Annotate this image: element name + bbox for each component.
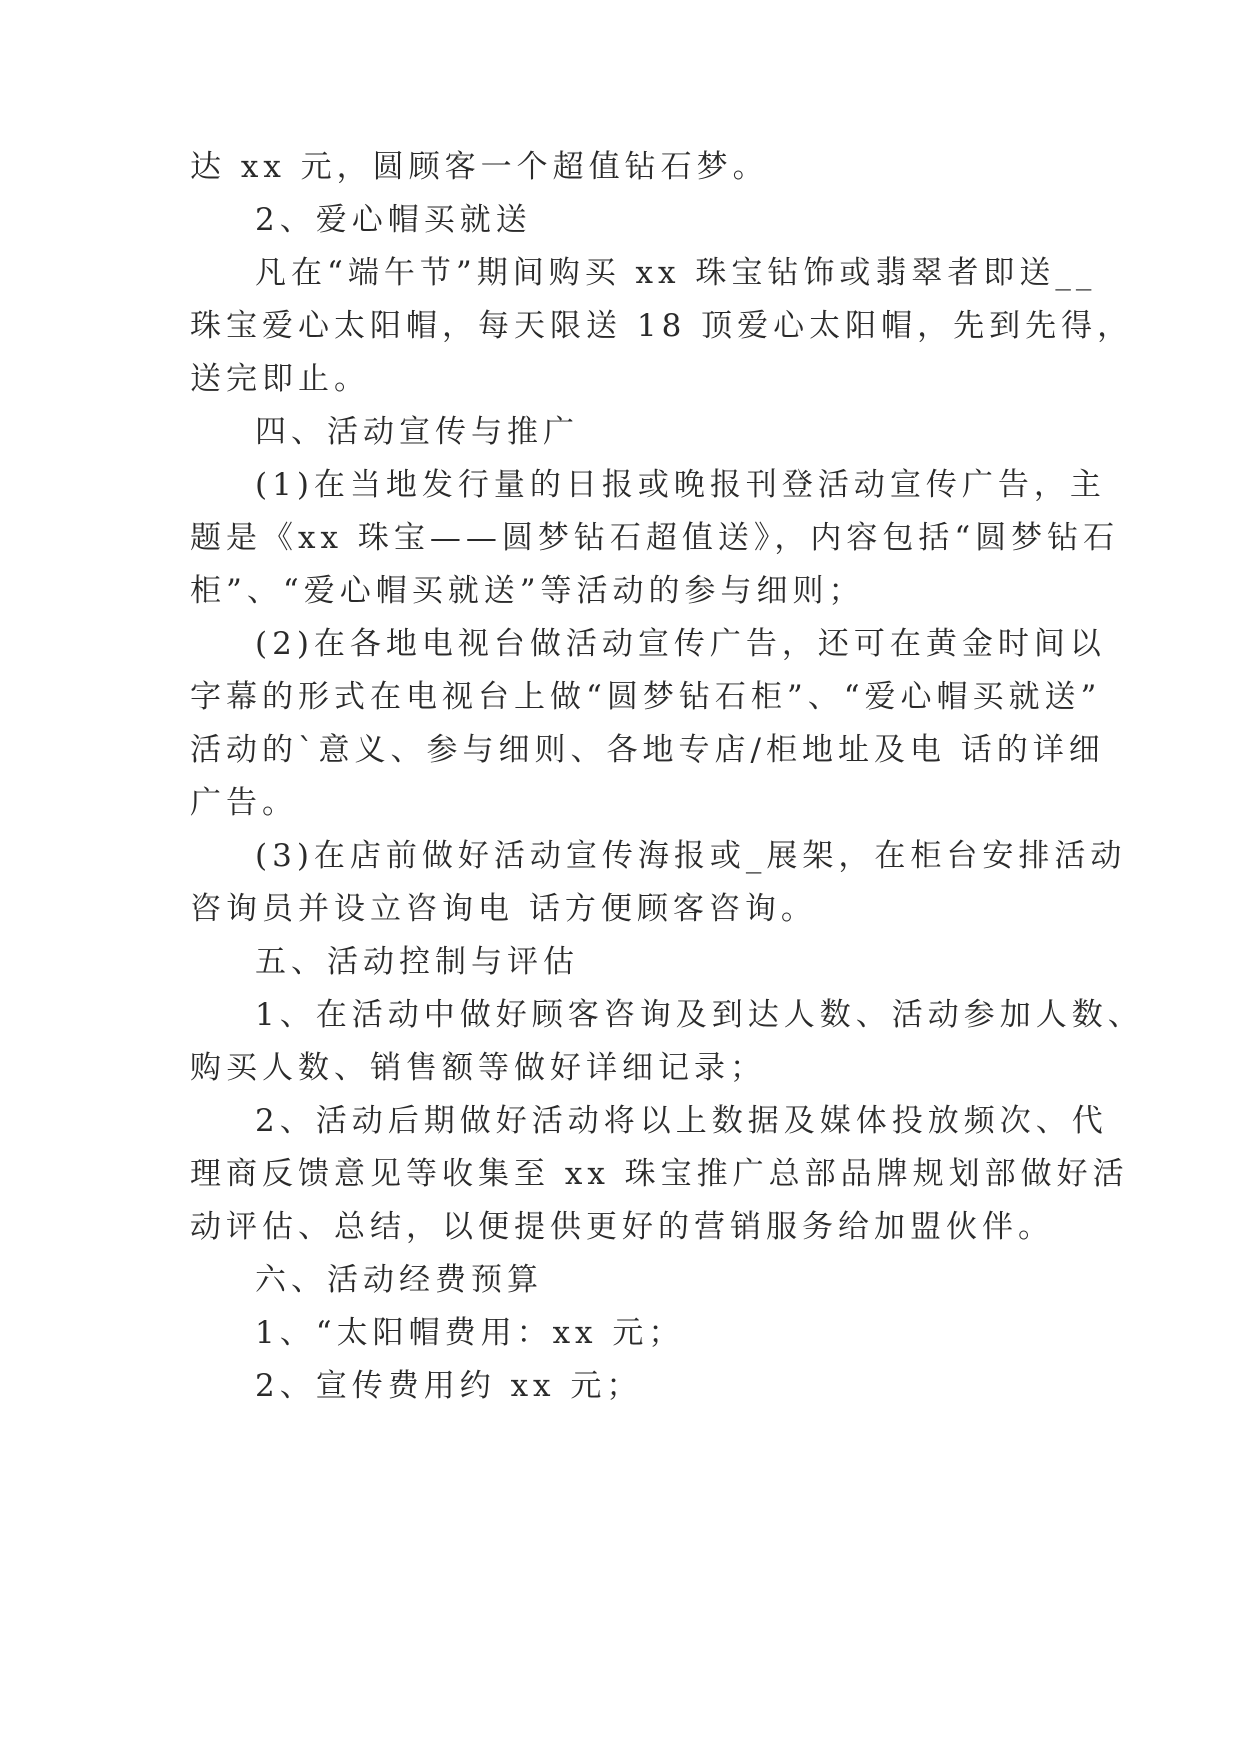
paragraph-line: 珠宝爱心太阳帽，每天限送 18 顶爱心太阳帽，先到先得， bbox=[190, 308, 1134, 344]
paragraph-line: 购买人数、销售额等做好详细记录； bbox=[190, 1050, 766, 1086]
section-heading: 五、活动控制与评估 bbox=[255, 944, 579, 980]
paragraph-line: 达 xx 元，圆顾客一个超值钻石梦。 bbox=[190, 149, 769, 185]
paragraph-line: 咨询员并设立咨询电 话方便顾客咨询。 bbox=[190, 891, 817, 927]
paragraph-line: 柜”、“爱心帽买就送”等活动的参与细则； bbox=[190, 573, 865, 609]
paragraph-line: 2、活动后期做好活动将以上数据及媒体投放频次、代 bbox=[255, 1103, 1108, 1139]
paragraph-line: 题是《xx 珠宝——圆梦钻石超值送》，内容包括“圆梦钻石 bbox=[190, 520, 1120, 556]
paragraph-line: 2、宣传费用约 xx 元； bbox=[255, 1368, 643, 1404]
paragraph-line: (3)在店前做好活动宣传海报或_展架，在柜台安排活动 bbox=[255, 838, 1127, 874]
paragraph-line: 活动的`意义、参与细则、各地专店/柜地址及电 话的详细 bbox=[190, 732, 1105, 768]
paragraph-line: (2)在各地电视台做活动宣传广告，还可在黄金时间以 bbox=[255, 626, 1106, 662]
paragraph-line: 广告。 bbox=[190, 785, 298, 821]
paragraph-line: 2、爱心帽买就送 bbox=[255, 202, 532, 238]
section-heading: 四、活动宣传与推广 bbox=[255, 414, 579, 450]
paragraph-line: 理商反馈意见等收集至 xx 珠宝推广总部品牌规划部做好活 bbox=[190, 1156, 1129, 1192]
paragraph-line: (1)在当地发行量的日报或晚报刊登活动宣传广告，主 bbox=[255, 467, 1106, 503]
paragraph-line: 1、在活动中做好顾客咨询及到达人数、活动参加人数、 bbox=[255, 997, 1144, 1033]
paragraph-line: 动评估、总结，以便提供更好的营销服务给加盟伙伴。 bbox=[190, 1209, 1054, 1245]
paragraph-line: 凡在“端午节”期间购买 xx 珠宝钻饰或翡翠者即送__ bbox=[255, 255, 1097, 291]
paragraph-line: 1、“太阳帽费用：xx 元； bbox=[255, 1315, 685, 1351]
section-heading: 六、活动经费预算 bbox=[255, 1262, 543, 1298]
paragraph-line: 送完即止。 bbox=[190, 361, 370, 397]
paragraph-line: 字幕的形式在电视台上做“圆梦钻石柜”、“爱心帽买就送” bbox=[190, 679, 1102, 715]
